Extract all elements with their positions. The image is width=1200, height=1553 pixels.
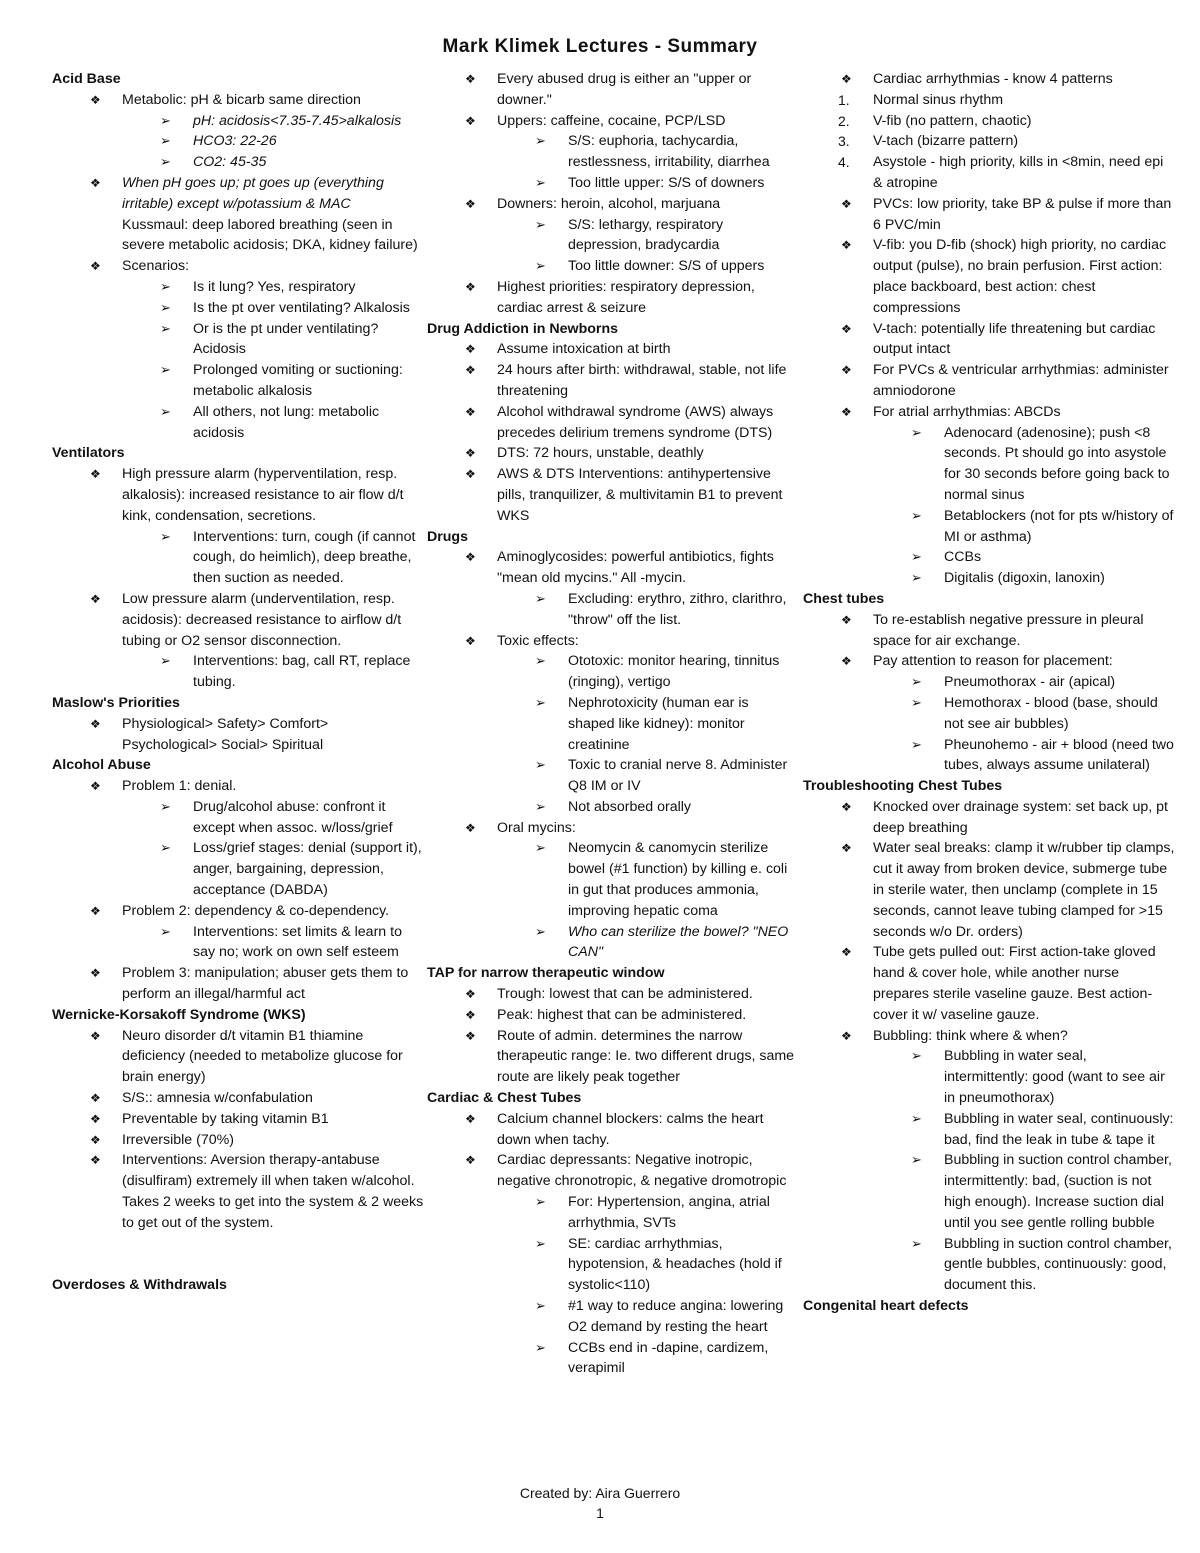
arrow-bullet-icon: ➢ [160, 133, 171, 149]
item-text: Not absorbed orally [568, 798, 692, 815]
arrow-bullet-icon: ➢ [535, 258, 546, 274]
item-text: Neomycin & canomycin sterilize bowel (#1 function) by killing e. coli in gut that produces ammonia, improving hepatic coma [568, 840, 788, 919]
list-item [803, 838, 1175, 942]
diamond-bullet-icon: ❖ [465, 550, 476, 565]
list-item [427, 277, 799, 319]
item-text: Asystole - high priority, kills in <8min, need epi & atropine [873, 154, 1164, 191]
item-text: Pay attention to reason for placement: [873, 653, 1113, 670]
diamond-bullet-icon: ❖ [90, 591, 101, 606]
diamond-bullet-icon: ❖ [90, 1132, 101, 1147]
item-text: DTS: 72 hours, unstable, deathly [497, 445, 704, 462]
list-item [803, 1150, 1175, 1233]
diamond-bullet-icon: ❖ [90, 467, 101, 482]
item-text: Too little upper: S/S of downers [568, 174, 765, 191]
list-item [803, 610, 1175, 652]
arrow-bullet-icon: ➢ [911, 694, 922, 710]
list-item [52, 1026, 424, 1088]
list-item [803, 735, 1175, 777]
diamond-bullet-icon: ❖ [90, 175, 101, 190]
arrow-bullet-icon: ➢ [535, 1235, 546, 1251]
item-text: HCO3: 22-26 [193, 133, 277, 150]
item-text: Drug/alcohol abuse: confront it except when assoc. w/loss/grief [193, 798, 393, 836]
item-text: Bubbling: think where & when? [873, 1027, 1068, 1044]
section-heading: Wernicke-Korsakoff Syndrome (WKS) [52, 1006, 306, 1023]
diamond-bullet-icon: ❖ [90, 966, 101, 981]
list-item [803, 1234, 1175, 1296]
arrow-bullet-icon: ➢ [160, 528, 171, 544]
item-text: Tube gets pulled out: First action-take gloved hand & cover hole, while another nurse prepares sterile vaseline gauze. Best action-cover it w/ vaseline gauze. [873, 944, 1156, 1023]
item-text: Calcium channel blockers: calms the heart down when tachy. [497, 1110, 764, 1148]
item-text: Interventions: turn, cough (if cannot cough, do heimlich), deep breathe, then suction as needed. [193, 528, 416, 587]
diamond-bullet-icon: ❖ [90, 903, 101, 918]
diamond-bullet-icon: ❖ [90, 1091, 101, 1106]
item-text: S/S: lethargy, respiratory depression, bradycardia [568, 216, 724, 254]
item-text: Bubbling in water seal, continuously: bad, find the leak in tube & tape it [944, 1110, 1174, 1148]
list-item [803, 942, 1175, 1025]
item-number: 4. [838, 154, 850, 171]
section-heading: Drugs [427, 528, 468, 545]
page-number: 1 [596, 1505, 604, 1521]
list-item [52, 173, 424, 215]
section-heading: Alcohol Abuse [52, 757, 151, 774]
diamond-bullet-icon: ❖ [90, 716, 101, 731]
list-item [427, 215, 799, 257]
diamond-bullet-icon: ❖ [841, 196, 852, 211]
item-text: S/S:: amnesia w/confabulation [122, 1090, 313, 1107]
numbered-item [803, 111, 1175, 132]
list-item [427, 339, 799, 360]
item-number: 2. [838, 112, 850, 129]
item-text: Pheunohemo - air + blood (need two tubes, always assume unilateral) [944, 736, 1174, 774]
arrow-bullet-icon: ➢ [160, 112, 171, 128]
list-item [52, 298, 424, 319]
item-text: Interventions: bag, call RT, replace tubing. [193, 653, 411, 691]
item-text: CCBs [944, 549, 982, 566]
item-text: Irreversible (70%) [122, 1131, 234, 1148]
list-item [52, 1088, 424, 1109]
arrow-bullet-icon: ➢ [911, 1235, 922, 1251]
diamond-bullet-icon: ❖ [841, 363, 852, 378]
arrow-bullet-icon: ➢ [160, 320, 171, 336]
section-heading: Drug Addiction in Newborns [427, 320, 618, 337]
diamond-bullet-icon: ❖ [465, 196, 476, 211]
list-item [803, 360, 1175, 402]
list-item [427, 69, 799, 111]
list-item [803, 1026, 1175, 1047]
arrow-bullet-icon: ➢ [535, 923, 546, 939]
item-text: Cardiac depressants: Negative inotropic, negative chronotropic, & negative dromotropic [497, 1152, 787, 1190]
item-text: Metabolic: pH & bicarb same direction [122, 91, 361, 108]
list-item [427, 631, 799, 652]
list-item [52, 319, 424, 361]
item-text: Route of admin. determines the narrow therapeutic range: Ie. two different drugs, same route are likely peak together [497, 1027, 795, 1086]
item-text: Downers: heroin, alcohol, marjuana [497, 195, 721, 212]
diamond-bullet-icon: ❖ [841, 1028, 852, 1043]
item-text: High pressure alarm (hyperventilation, resp. alkalosis): increased resistance to air flow d/t kink, condensation, secretions. [122, 466, 404, 524]
list-item [52, 714, 424, 756]
list-item [803, 194, 1175, 236]
item-text: Assume intoxication at birth [497, 341, 671, 358]
arrow-bullet-icon: ➢ [535, 174, 546, 190]
list-item [52, 277, 424, 298]
diamond-bullet-icon: ❖ [465, 1111, 476, 1126]
item-text: V-fib (no pattern, chaotic) [873, 112, 1032, 129]
list-item [427, 755, 799, 797]
diamond-bullet-icon: ❖ [90, 1153, 101, 1168]
item-text: Toxic effects: [497, 632, 579, 649]
footer-credit: Created by: Aira Guerrero [519, 1485, 681, 1501]
diamond-bullet-icon: ❖ [90, 779, 101, 794]
arrow-bullet-icon: ➢ [535, 216, 546, 232]
diamond-bullet-icon: ❖ [465, 633, 476, 648]
item-text: Prolonged vomiting or suctioning: metabolic alkalosis [193, 362, 403, 399]
numbered-item [803, 152, 1175, 194]
item-text: Uppers: caffeine, cocaine, PCP/LSD [497, 112, 726, 129]
list-item [52, 838, 424, 900]
list-item [803, 797, 1175, 839]
item-text: Oral mycins: [497, 819, 576, 836]
arrow-bullet-icon: ➢ [911, 736, 922, 752]
item-text: V-tach (bizarre pattern) [873, 133, 1019, 150]
list-item [427, 443, 799, 464]
section-heading: Troubleshooting Chest Tubes [803, 778, 1003, 795]
diamond-bullet-icon: ❖ [465, 279, 476, 294]
item-text: #1 way to reduce angina: lowering O2 demand by resting the heart [568, 1298, 784, 1335]
diamond-bullet-icon: ❖ [841, 612, 852, 627]
list-item [52, 776, 424, 797]
item-text: Preventable by taking vitamin B1 [122, 1110, 329, 1127]
list-item [427, 547, 799, 589]
item-text: Hemothorax - blood (base, should not see air bubbles) [944, 694, 1158, 732]
arrow-bullet-icon: ➢ [911, 1152, 922, 1168]
item-text: CO2: 45-35 [193, 154, 267, 171]
arrow-bullet-icon: ➢ [160, 403, 171, 419]
section-heading: Maslow's Priorities [52, 694, 180, 711]
item-text: When pH goes up; pt goes up (everything irritable) except w/potassium & MAC [122, 174, 384, 212]
item-text: Adenocard (adenosine); push <8 seconds. Pt should go into asystole for 30 seconds before going back to normal sinus [944, 424, 1170, 503]
arrow-bullet-icon: ➢ [160, 278, 171, 294]
list-item [803, 693, 1175, 735]
arrow-bullet-icon: ➢ [535, 1194, 546, 1210]
list-item [52, 922, 424, 964]
item-text: Trough: lowest that can be administered. [497, 986, 753, 1003]
list-item [803, 1046, 1175, 1108]
item-text: Problem 3: manipulation; abuser gets them to perform an illegal/harmful act [122, 965, 409, 1003]
diamond-bullet-icon: ❖ [465, 987, 476, 1002]
item-text: Nephrotoxicity (human ear is shaped like kidney): monitor creatinine [568, 694, 749, 753]
item-text: Problem 2: dependency & co-dependency. [122, 902, 390, 919]
arrow-bullet-icon: ➢ [160, 299, 171, 315]
page-footer [0, 1483, 1200, 1523]
list-item [803, 651, 1175, 672]
item-text: Is it lung? Yes, respiratory [193, 278, 356, 295]
list-item [52, 111, 424, 132]
list-item [52, 901, 424, 922]
item-text: Kussmaul: deep labored breathing (seen in severe metabolic acidosis; DKA, kidney failure) [122, 216, 418, 254]
diamond-bullet-icon: ❖ [465, 363, 476, 378]
item-text: Normal sinus rhythm [873, 91, 1004, 108]
item-text: Who can sterilize the bowel? "NEO CAN" [568, 923, 789, 961]
list-item [52, 464, 424, 526]
item-text: Alcohol withdrawal syndrome (AWS) always precedes delirium tremens syndrome (DTS) [497, 403, 774, 441]
item-text: Aminoglycosides: powerful antibiotics, fights "mean old mycins." All -mycin. [497, 549, 774, 587]
list-item [52, 90, 424, 111]
arrow-bullet-icon: ➢ [160, 923, 171, 939]
list-item [427, 797, 799, 818]
arrow-bullet-icon: ➢ [911, 674, 922, 690]
list-item [52, 963, 424, 1005]
list-item [427, 693, 799, 755]
item-text: Ototoxic: monitor hearing, tinnitus (ringing), vertigo [568, 653, 780, 691]
arrow-bullet-icon: ➢ [535, 1298, 546, 1314]
list-item [427, 173, 799, 194]
diamond-bullet-icon: ❖ [841, 841, 852, 856]
diamond-bullet-icon: ❖ [841, 321, 852, 336]
column-2 [427, 69, 799, 1379]
item-text: PVCs: low priority, take BP & pulse if more than 6 PVC/min [873, 195, 1172, 233]
item-text: Digitalis (digoxin, lanoxin) [944, 570, 1105, 587]
list-item [52, 152, 424, 173]
item-text: Bubbling in suction control chamber, gentle bubbles, continuously: good, document this. [944, 1235, 1172, 1294]
list-item [427, 131, 799, 173]
list-item [427, 256, 799, 277]
list-item [427, 360, 799, 402]
list-item [427, 1192, 799, 1234]
diamond-bullet-icon: ❖ [465, 1007, 476, 1022]
list-item [803, 506, 1175, 548]
list-item [427, 1109, 799, 1151]
list-item [803, 69, 1175, 90]
list-item [52, 1109, 424, 1130]
arrow-bullet-icon: ➢ [911, 570, 922, 586]
diamond-bullet-icon: ❖ [465, 1028, 476, 1043]
list-item [803, 1109, 1175, 1151]
item-text: Toxic to cranial nerve 8. Administer Q8 IM or IV [568, 757, 788, 795]
item-text: Or is the pt under ventilating? Acidosis [193, 320, 379, 358]
diamond-bullet-icon: ❖ [90, 92, 101, 107]
item-text: CCBs end in -dapine, cardizem, verapimil [568, 1339, 769, 1377]
arrow-bullet-icon: ➢ [911, 1110, 922, 1126]
arrow-bullet-icon: ➢ [535, 133, 546, 149]
item-text: Physiological> Safety> Comfort> Psychological> Social> Spiritual [122, 715, 329, 753]
list-item [427, 1150, 799, 1192]
list-item [803, 672, 1175, 693]
list-item [427, 402, 799, 444]
item-text: Peak: highest that can be administered. [497, 1006, 747, 1023]
section-heading: Congenital heart defects [803, 1298, 969, 1315]
item-number: 1. [838, 91, 850, 108]
list-item [52, 1150, 424, 1233]
item-text: pH: acidosis<7.35-7.45>alkalosis [193, 112, 402, 129]
list-item [427, 1026, 799, 1088]
list-item [427, 589, 799, 631]
section-heading: Chest tubes [803, 590, 885, 607]
item-text: V-fib: you D-fib (shock) high priority, no cardiac output (pulse), no brain perfusion. First action: place backboard, best action: chest compressions [873, 237, 1167, 316]
list-item [803, 568, 1175, 589]
diamond-bullet-icon: ❖ [465, 446, 476, 461]
arrow-bullet-icon: ➢ [911, 507, 922, 523]
item-text: 24 hours after birth: withdrawal, stable, not life threatening [497, 362, 787, 399]
item-text: V-tach: potentially life threatening but cardiac output intact [873, 320, 1156, 358]
list-item [427, 1338, 799, 1380]
list-item [427, 838, 799, 921]
diamond-bullet-icon: ❖ [465, 404, 476, 419]
arrow-bullet-icon: ➢ [160, 362, 171, 378]
diamond-bullet-icon: ❖ [465, 72, 476, 86]
arrow-bullet-icon: ➢ [160, 840, 171, 856]
item-text: Too little downer: S/S of uppers [568, 258, 765, 275]
list-item [427, 1005, 799, 1026]
list-item [803, 235, 1175, 318]
item-text: Is the pt over ventilating? Alkalosis [193, 299, 410, 316]
list-item [803, 423, 1175, 506]
list-item [803, 547, 1175, 568]
item-text: S/S: euphoria, tachycardia, restlessness, irritability, diarrhea [568, 133, 770, 171]
item-text: For: Hypertension, angina, atrial arrhythmia, SVTs [568, 1194, 770, 1231]
arrow-bullet-icon: ➢ [911, 1048, 922, 1064]
diamond-bullet-icon: ❖ [90, 259, 101, 274]
list-item [803, 319, 1175, 361]
list-item [52, 256, 424, 277]
list-item [427, 111, 799, 132]
item-text: All others, not lung: metabolic acidosis [193, 403, 380, 441]
item-text: Problem 1: denial. [122, 778, 237, 795]
list-item [52, 1130, 424, 1151]
item-text: Scenarios: [122, 258, 190, 275]
list-item [52, 589, 424, 651]
list-item [427, 651, 799, 693]
arrow-bullet-icon: ➢ [160, 154, 171, 170]
arrow-bullet-icon: ➢ [535, 590, 546, 606]
diamond-bullet-icon: ❖ [841, 238, 852, 253]
item-number: 3. [838, 133, 850, 150]
list-item [803, 402, 1175, 423]
arrow-bullet-icon: ➢ [160, 798, 171, 814]
arrow-bullet-icon: ➢ [535, 1339, 546, 1355]
item-text: AWS & DTS Interventions: antihypertensive pills, tranquilizer, & multivitamin B1 to prevent WKS [497, 466, 783, 524]
item-text: Pneumothorax - air (apical) [944, 674, 1116, 691]
section-heading: Overdoses & Withdrawals [52, 1276, 227, 1293]
section-heading: Acid Base [52, 71, 121, 87]
numbered-item [803, 131, 1175, 152]
list-item [427, 818, 799, 839]
diamond-bullet-icon: ❖ [841, 654, 852, 669]
section-heading: TAP for narrow therapeutic window [427, 965, 665, 982]
list-item [52, 527, 424, 589]
arrow-bullet-icon: ➢ [535, 653, 546, 669]
arrow-bullet-icon: ➢ [160, 653, 171, 669]
arrow-bullet-icon: ➢ [535, 694, 546, 710]
item-text: Water seal breaks: clamp it w/rubber tip clamps, cut it away from broken device, submerge tube in sterile water, then unclamp (complete in 15 seconds, cannot leave tubing clamped for >15 seconds w/o Dr. orders) [873, 840, 1175, 940]
item-text: Betablockers (not for pts w/history of MI or asthma) [944, 507, 1174, 545]
item-text: Excluding: erythro, zithro, clarithro, "throw" off the list. [568, 590, 787, 628]
list-item [52, 402, 424, 444]
arrow-bullet-icon: ➢ [911, 549, 922, 565]
diamond-bullet-icon: ❖ [841, 799, 852, 814]
arrow-bullet-icon: ➢ [911, 424, 922, 440]
item-text: Knocked over drainage system: set back up, pt deep breathing [873, 798, 1168, 836]
list-item [52, 360, 424, 402]
list-item [427, 1296, 799, 1338]
diamond-bullet-icon: ❖ [841, 945, 852, 960]
list-item [52, 131, 424, 152]
item-text: Bubbling in suction control chamber, intermittently: bad, (suction is not high enough). Increase suction dial until you see gentle rolling bubble [944, 1152, 1172, 1231]
list-item [427, 984, 799, 1005]
diamond-bullet-icon: ❖ [465, 1153, 476, 1168]
list-item [52, 215, 424, 257]
item-text: Bubbling in water seal, intermittently: good (want to see air in pneumothorax) [944, 1048, 1165, 1107]
arrow-bullet-icon: ➢ [535, 757, 546, 773]
column-3 [803, 69, 1175, 1317]
arrow-bullet-icon: ➢ [535, 840, 546, 856]
list-item [427, 922, 799, 964]
page-title: Mark Klimek Lectures - Summary [442, 36, 758, 57]
item-text: Interventions: set limits & learn to say no; work on own self esteem [193, 923, 402, 961]
column-1 [52, 69, 424, 1295]
item-text: Interventions: Aversion therapy-antabuse (disulfiram) extremely ill when taken w/alcohol. Takes 2 weeks to get into the system & 2 weeks to get out of the system. [122, 1152, 424, 1231]
item-text: Low pressure alarm (underventilation, resp. acidosis): decreased resistance to airflow d/t tubing or O2 sensor disconnection. [122, 590, 402, 649]
diamond-bullet-icon: ❖ [465, 467, 476, 482]
item-text: Highest priorities: respiratory depression, cardiac arrest & seizure [497, 278, 755, 316]
diamond-bullet-icon: ❖ [465, 113, 476, 128]
spacer [52, 1234, 424, 1275]
section-heading: Ventilators [52, 445, 125, 462]
item-text: For atrial arrhythmias: ABCDs [873, 403, 1061, 420]
list-item [52, 797, 424, 839]
diamond-bullet-icon: ❖ [841, 404, 852, 419]
arrow-bullet-icon: ➢ [535, 798, 546, 814]
list-item [427, 464, 799, 526]
diamond-bullet-icon: ❖ [90, 1111, 101, 1126]
list-item [427, 194, 799, 215]
item-text: Every abused drug is either an "upper or downer." [497, 71, 752, 108]
item-text: Loss/grief stages: denial (support it), anger, bargaining, depression, acceptance (DABDA) [193, 840, 422, 899]
numbered-item [803, 90, 1175, 111]
diamond-bullet-icon: ❖ [465, 820, 476, 835]
list-item [427, 1234, 799, 1296]
diamond-bullet-icon: ❖ [841, 72, 852, 86]
diamond-bullet-icon: ❖ [90, 1028, 101, 1043]
item-text: For PVCs & ventricular arrhythmias: administer amniodorone [873, 362, 1169, 399]
item-text: Neuro disorder d/t vitamin B1 thiamine deficiency (needed to metabolize glucose for brain energy) [122, 1027, 403, 1086]
item-text: Cardiac arrhythmias - know 4 patterns [873, 71, 1113, 87]
section-heading: Cardiac & Chest Tubes [427, 1090, 582, 1107]
diamond-bullet-icon: ❖ [465, 342, 476, 357]
item-text: To re-establish negative pressure in pleural space for air exchange. [873, 611, 1144, 649]
item-text: SE: cardiac arrhythmias, hypotension, & headaches (hold if systolic<110) [568, 1235, 782, 1294]
list-item [52, 651, 424, 693]
